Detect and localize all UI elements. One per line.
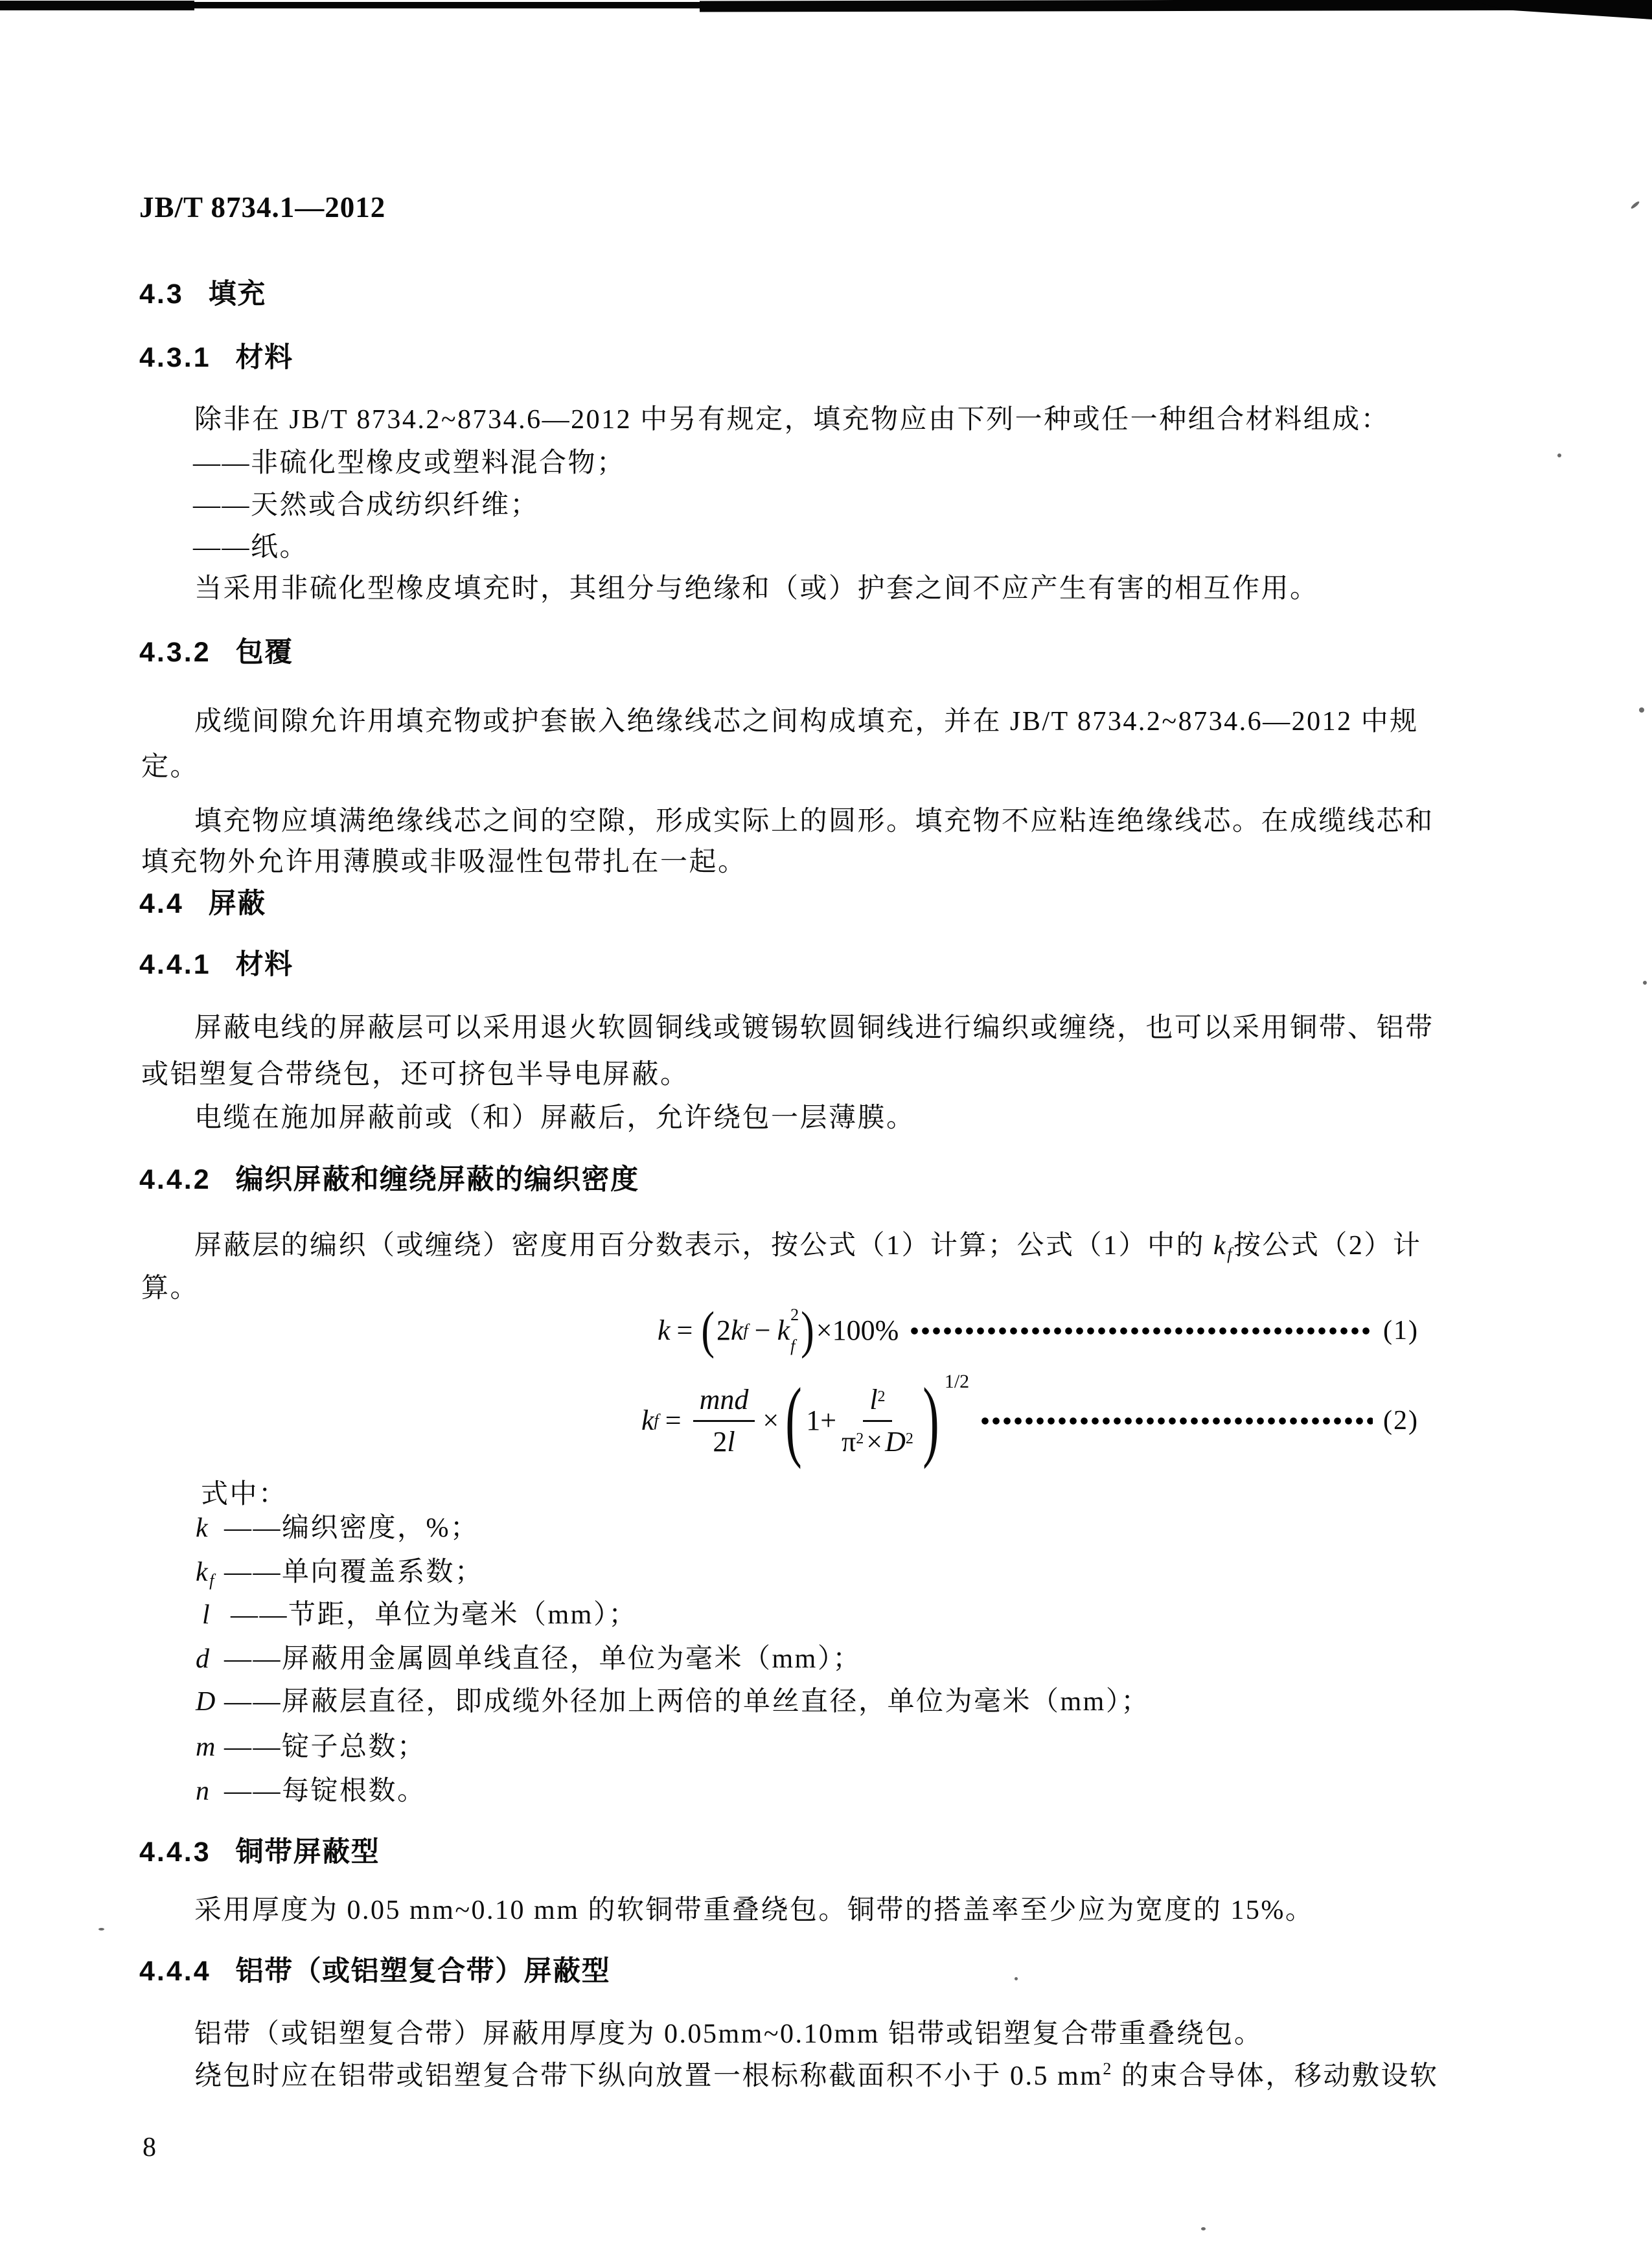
- section-heading-4-3: [139, 279, 266, 310]
- formula-symbol: k: [658, 1314, 671, 1346]
- formula-dot-leader: [980, 1417, 1373, 1425]
- multiplier: ×100%: [816, 1314, 899, 1346]
- heading-number: 4.4.3: [139, 1837, 211, 1868]
- heading-number: 4.4: [139, 888, 184, 919]
- fraction: [842, 1383, 913, 1458]
- equals-sign: =: [676, 1314, 693, 1346]
- definition-text: ——锭子总数；: [224, 1732, 426, 1762]
- paragraph-line: [194, 2061, 1438, 2091]
- definition-symbol: [196, 1687, 224, 1717]
- definition-row: [196, 1513, 479, 1543]
- formula-dot-leader: [909, 1327, 1373, 1335]
- heading-title: 包覆: [235, 637, 293, 668]
- paragraph-line: 填充物外允许用薄膜或非吸湿性包带扎在一起。: [141, 847, 747, 877]
- paragraph-line: 屏蔽电线的屏蔽层可以采用退火软圆铜线或镀锡软圆铜线进行编织或缠绕，也可以采用铜带、铝带: [194, 1013, 1434, 1043]
- paragraph-line: 成缆间隙允许用填充物或护套嵌入绝缘线芯之间构成填充，并在 JB/T 8734.2~8734.6—2012 中规: [194, 707, 1419, 737]
- formula-symbol: l: [869, 1383, 878, 1415]
- definition-symbol: [196, 1732, 224, 1762]
- paragraph-line: 定。: [141, 752, 200, 782]
- symbol: n: [196, 1776, 211, 1806]
- scan-speck: [1201, 2227, 1206, 2230]
- formula-symbol: k: [731, 1314, 744, 1346]
- paragraph-line: 采用厚度为 0.05 mm~0.10 mm 的软铜带重叠绕包。铜带的搭盖率至少应为宽度的 15%。: [194, 1896, 1314, 1925]
- heading-number: 4.3.1: [139, 342, 211, 373]
- formula-2: k f = $\frac{\text{mnd}}{2l}$ × ( 1+ $\frac{l^2}{\pi^2\times D^2}$ ) 1/2 (2): [641, 1370, 1419, 1470]
- coefficient: 2: [717, 1314, 731, 1346]
- section-heading-4-4: [139, 889, 266, 919]
- definition-symbol: [196, 1644, 224, 1674]
- pi-symbol: π: [842, 1425, 856, 1458]
- times-sign: ×: [763, 1404, 779, 1436]
- heading-title: 屏蔽: [208, 888, 266, 919]
- term: 1+: [806, 1404, 837, 1436]
- definition-row: [196, 1600, 637, 1630]
- fraction-denominator: [713, 1422, 735, 1456]
- math-symbol: k: [1213, 1231, 1228, 1261]
- paragraph-line: 铝带（或铝塑复合带）屏蔽用厚度为 0.05mm~0.10mm 铝带或铝塑复合带重叠绕包。: [194, 2019, 1263, 2049]
- definition-text: ——每锭根数。: [224, 1776, 426, 1806]
- paragraph-text: 绕包时应在铝带或铝塑复合带下纵向放置一根标称截面积不小于 0.5 mm: [194, 2061, 1103, 2091]
- fraction-numerator: [863, 1383, 891, 1422]
- paragraph-line: 或铝塑复合带绕包，还可挤包半导电屏蔽。: [141, 1060, 689, 1090]
- formula-1: k = ( 2 k f − k 2 f ) ×100% (1): [658, 1301, 1419, 1360]
- formula-symbol: k: [777, 1314, 790, 1346]
- formula-1-number: (1): [1383, 1316, 1419, 1346]
- fraction-denominator: [842, 1422, 913, 1456]
- scan-speck: [1630, 200, 1640, 209]
- symbol: d: [196, 1644, 211, 1674]
- definition-row: [196, 1557, 484, 1590]
- paragraph-line: 除非在 JB/T 8734.2~8734.6—2012 中另有规定，填充物应由下列一种或任一种组合材料组成：: [194, 405, 1390, 435]
- section-heading-4-4-4: [139, 1956, 610, 1987]
- formula-subscript: f: [790, 1336, 796, 1355]
- definition-text: ——节距，单位为毫米（mm）；: [231, 1600, 637, 1630]
- coefficient: 2: [713, 1425, 728, 1458]
- formula-symbol: mnd: [699, 1383, 749, 1415]
- formula-superscript: 2: [905, 1430, 913, 1447]
- dash-list-item: ——天然或合成纺织纤维；: [193, 490, 540, 520]
- definition-row: [196, 1776, 426, 1806]
- scan-artifact-top-left: [0, 1, 194, 10]
- dash-list-item: ——非硫化型橡皮或塑料混合物；: [193, 448, 626, 478]
- math-subscript: f: [1227, 1244, 1233, 1263]
- paragraph-line: 填充物应填满绝缘线芯之间的空隙，形成实际上的圆形。填充物不应粘连绝缘线芯。在成缆线芯和: [194, 807, 1434, 836]
- heading-number: 4.3: [139, 279, 184, 310]
- paragraph-line: 当采用非硫化型橡皮填充时，其组分与绝缘和（或）护套之间不应产生有害的相互作用。: [194, 574, 1319, 604]
- heading-number: 4.3.2: [139, 637, 211, 668]
- equals-sign: =: [665, 1404, 682, 1436]
- where-label: 式中：: [201, 1480, 288, 1509]
- definition-text: ——屏蔽层直径，即成缆外径加上两倍的单丝直径，单位为毫米（mm）；: [224, 1687, 1150, 1717]
- doc-number: JB/T 8734.1—2012: [139, 191, 386, 223]
- paragraph-line: 电缆在施加屏蔽前或（和）屏蔽后，允许绕包一层薄膜。: [194, 1103, 915, 1133]
- fraction: [693, 1383, 755, 1458]
- scan-speck: [1639, 707, 1644, 713]
- formula-symbol: l: [727, 1425, 735, 1458]
- heading-title: 铝带（或铝塑复合带）屏蔽型: [235, 1956, 611, 1987]
- page-number: 8: [143, 2133, 156, 2162]
- symbol: k: [196, 1557, 210, 1587]
- definition-text: ——编织密度，%；: [224, 1513, 479, 1543]
- formula-2-number: (2): [1383, 1406, 1419, 1436]
- section-heading-4-4-1: [139, 950, 293, 980]
- formula-superscript: 2: [856, 1430, 864, 1447]
- definition-row: [196, 1687, 1150, 1717]
- formula-symbol: k: [641, 1404, 654, 1436]
- heading-number: 4.4.1: [139, 949, 211, 980]
- heading-title: 编织屏蔽和缠绕屏蔽的编织密度: [235, 1164, 639, 1195]
- heading-number: 4.4.2: [139, 1164, 211, 1195]
- definition-row: [196, 1732, 426, 1762]
- section-heading-4-4-3: [139, 1837, 380, 1868]
- formula-superscript: 2: [790, 1305, 799, 1324]
- heading-title: 填充: [208, 279, 266, 310]
- superscript-2: 2: [1103, 2059, 1113, 2078]
- section-heading-4-4-2: [139, 1165, 639, 1195]
- symbol: m: [196, 1732, 217, 1762]
- heading-title: 材料: [235, 949, 293, 980]
- minus-sign: −: [754, 1314, 771, 1346]
- symbol: D: [196, 1687, 217, 1717]
- heading-number: 4.4.4: [139, 1956, 211, 1987]
- heading-title: 材料: [235, 342, 293, 373]
- definition-symbol: [196, 1557, 224, 1590]
- definition-symbol: [196, 1776, 224, 1806]
- fraction-numerator: [693, 1383, 755, 1422]
- formula-exponent: 1/2: [944, 1371, 970, 1392]
- paragraph-text: 的束合导体，移动敷设软: [1112, 2061, 1439, 2091]
- scan-speck: [1557, 453, 1561, 457]
- definition-symbol: [196, 1600, 231, 1630]
- definition-row: [196, 1644, 862, 1674]
- times-sign: ×: [866, 1425, 883, 1458]
- symbol-subscript: f: [209, 1571, 216, 1590]
- definition-text: ——单向覆盖系数；: [224, 1557, 484, 1587]
- symbol: l: [202, 1600, 212, 1630]
- definition-symbol: [196, 1513, 224, 1543]
- scan-speck: [1643, 981, 1647, 985]
- paragraph-text: 按公式（2）计: [1233, 1231, 1422, 1261]
- formula-superscript: 2: [877, 1388, 886, 1405]
- section-heading-4-3-1: [139, 343, 293, 373]
- dash-list-item: ——纸。: [193, 533, 309, 562]
- symbol: k: [196, 1513, 210, 1543]
- paragraph-line: [194, 1231, 1421, 1261]
- scan-speck: [98, 1928, 104, 1930]
- paragraph-text: 屏蔽层的编织（或缠绕）密度用百分数表示，按公式（1）计算；公式（1）中的: [194, 1231, 1214, 1261]
- paren-group: ( 1+ $\frac{l^2}{\pi^2\times D^2}$ ) 1/2: [785, 1370, 970, 1470]
- heading-title: 铜带屏蔽型: [235, 1837, 380, 1868]
- section-heading-4-3-2: [139, 637, 293, 668]
- scan-speck: [1015, 1977, 1018, 1980]
- sup-sub-stack: [790, 1307, 799, 1355]
- paragraph-line: 算。: [141, 1274, 200, 1303]
- definition-text: ——屏蔽用金属圆单线直径，单位为毫米（mm）；: [224, 1644, 862, 1674]
- formula-symbol: D: [885, 1425, 906, 1458]
